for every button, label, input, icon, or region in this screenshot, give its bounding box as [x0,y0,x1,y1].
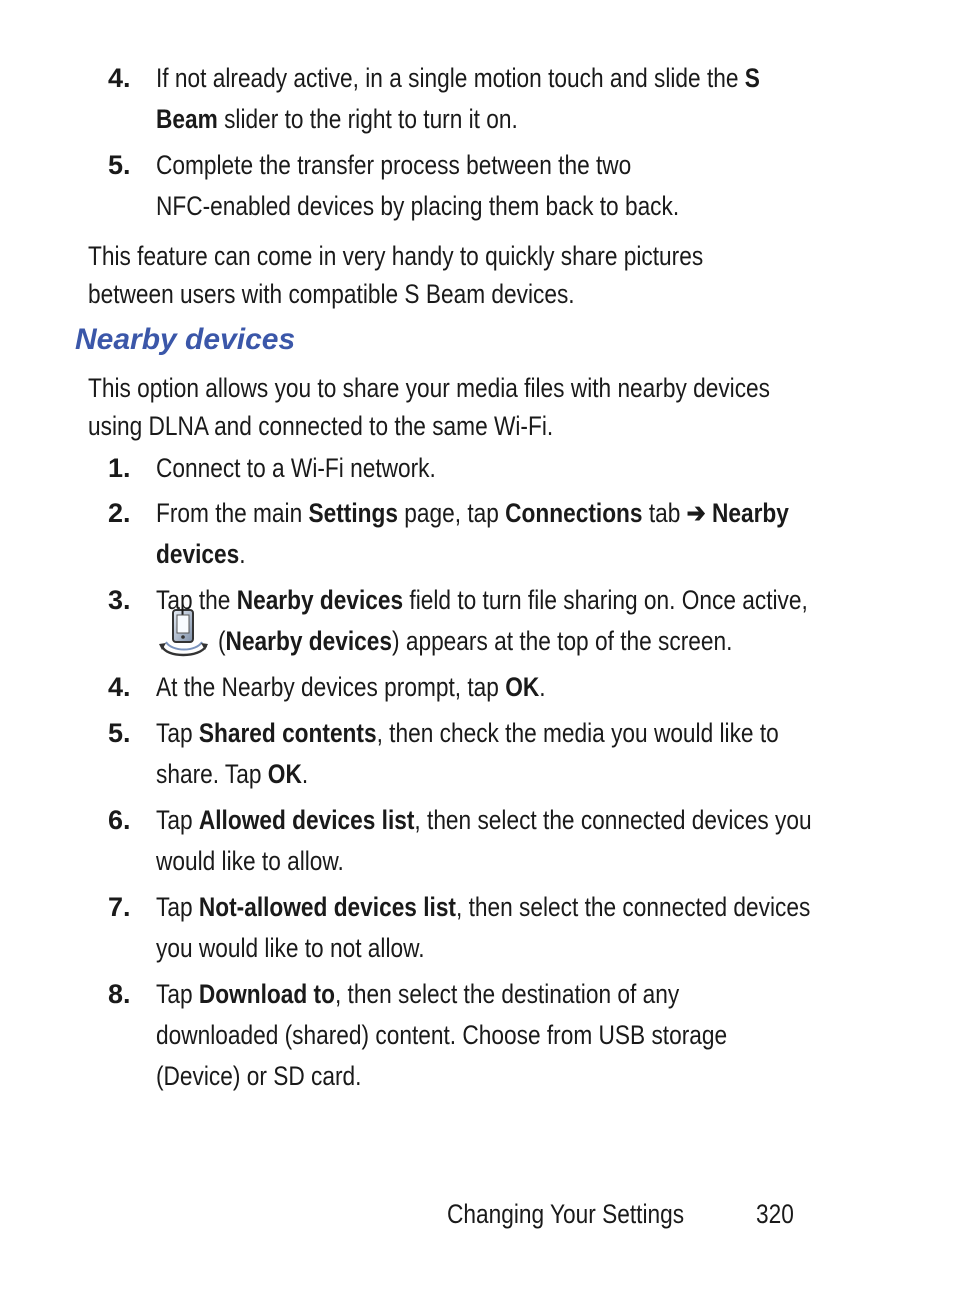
step-text: At the Nearby devices prompt, tap OK. [156,672,546,702]
step-number: 6. [108,805,131,835]
step-text-part: Connect to a Wi-Fi network. [156,453,436,483]
nearby-devices-icon [156,624,212,658]
step-text: Tap the Nearby devices field to turn file sharing on. Once active, (Nearby devices) appears at the top of the screen. [156,585,808,656]
step-text: Complete the transfer process between the two NFC-enabled devices by placing them back to back. [156,150,680,221]
step-number: 3. [108,585,131,615]
step-number: 7. [108,892,131,922]
step-number: 2. [108,498,131,528]
step-number: 4. [108,672,131,702]
step-number: 1. [108,453,131,483]
step-text: Tap Shared contents, then check the media you would like to share. Tap OK. [156,718,779,789]
step-text [156,448,868,489]
step-number: 4. [108,63,131,93]
footer-section-title: Changing Your Settings [447,1199,685,1229]
section-paragraph: This option allows you to share your media files with nearby devices using DLNA and connected to the same Wi-Fi. [88,373,771,441]
step-text: Tap Not-allowed devices list, then select the connected devices you would like to not allow. [156,892,811,963]
step-number: 8. [108,979,131,1009]
step-text: Tap Download to, then select the destination of any downloaded (shared) content. Choose from USB storage (Device) or SD card. [156,979,728,1091]
step-number: 5. [108,150,131,180]
step-text: From the main Settings page, tap Connections tab ➔ Nearby devices. [156,498,789,569]
section-heading: Nearby devices [75,323,296,356]
step-text-part: slider to the right to turn it on. [217,104,518,134]
intro-paragraph: This feature can come in very handy to quickly share pictures between users with compatible S Beam devices. [88,241,704,309]
step-text: If not already active, in a single motion touch and slide the S Beam slider to the right to turn it on. [156,63,760,134]
step-text: Tap Allowed devices list, then select the connected devices you would like to allow. [156,805,812,876]
step-number: 5. [108,718,131,748]
step-text-part: If not already active, in a single motion touch and slide the [156,63,745,93]
footer-page-number: 320 [756,1199,794,1229]
